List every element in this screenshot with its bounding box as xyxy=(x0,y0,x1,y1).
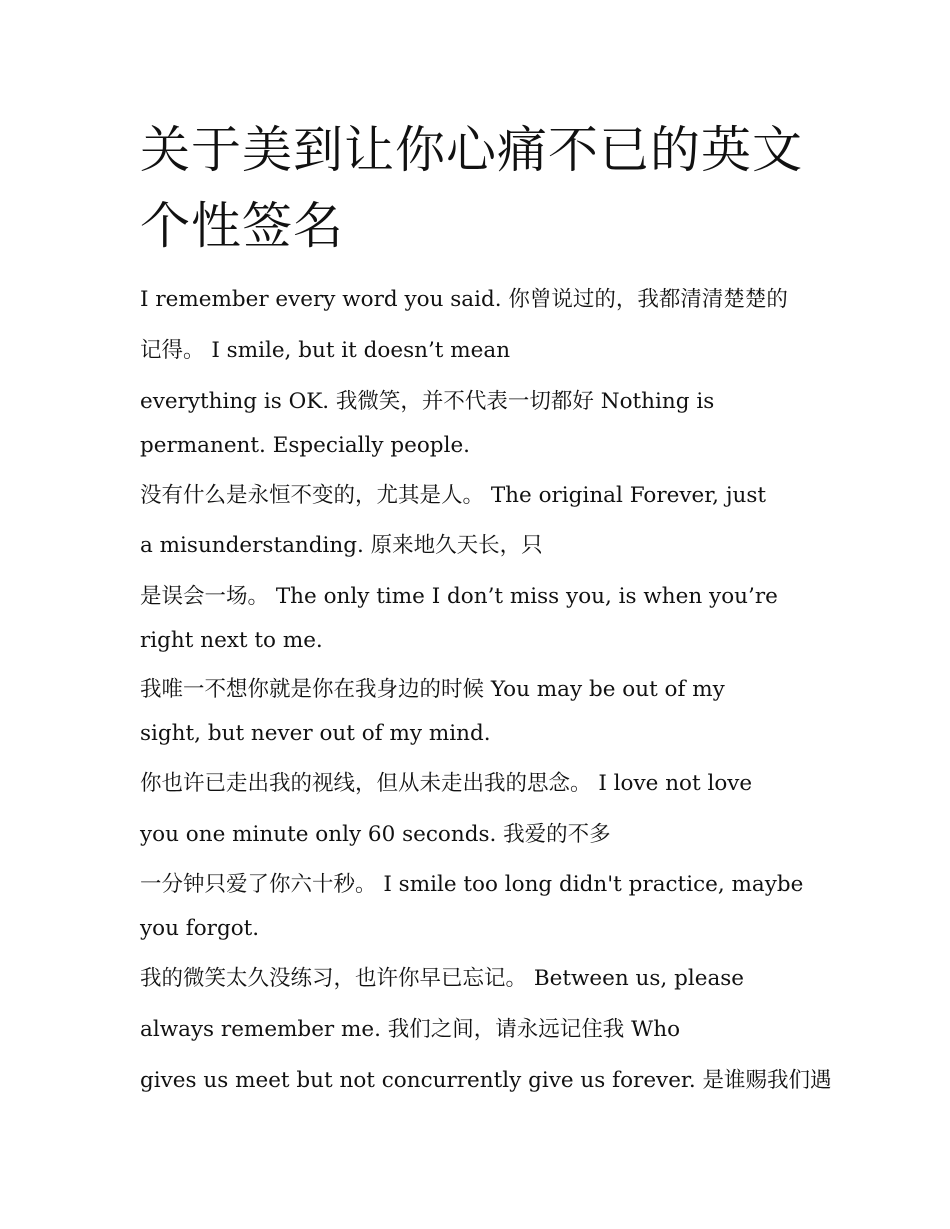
text-line-2: 记得。 I smile, but it doesn’t mean xyxy=(140,338,511,363)
text-line-10: sight, but never out of my mind. xyxy=(140,721,491,746)
text-line-1: I remember every word you said. 你曾说过的，我都清清楚楚的 xyxy=(140,287,788,312)
text-line-6: a misunderstanding. 原来地久天长，只 xyxy=(140,533,543,558)
text-line-3: everything is OK. 我微笑，并不代表一切都好 Nothing is xyxy=(140,389,715,414)
text-line-14: you forgot. xyxy=(140,916,260,941)
text-line-11: 你也许已走出我的视线，但从未走出我的思念。 I love not love xyxy=(140,771,753,796)
text-line-17: gives us meet but not concurrently give us forever. 是谁赐我们遇 xyxy=(140,1068,832,1093)
title-line-2: 个性签名 xyxy=(140,197,344,255)
document-title xyxy=(140,112,820,264)
text-line-16: always remember me. 我们之间，请永远记住我 Who xyxy=(140,1017,681,1042)
title-line-1: 关于美到让你心痛不已的英文 xyxy=(140,121,803,179)
text-line-15: 我的微笑太久没练习，也许你早已忘记。 Between us, please xyxy=(140,966,745,991)
text-line-5: 没有什么是永恒不变的，尤其是人。 The original Forever, just xyxy=(140,483,767,508)
text-line-4: permanent. Especially people. xyxy=(140,433,471,458)
text-line-12: you one minute only 60 seconds. 我爱的不多 xyxy=(140,822,611,847)
text-line-8: right next to me. xyxy=(140,628,323,653)
text-line-13: 一分钟只爱了你六十秒。 I smile too long didn't practice, maybe xyxy=(140,872,804,897)
text-line-9: 我唯一不想你就是你在我身边的时候 You may be out of my xyxy=(140,677,725,702)
text-line-7: 是误会一场。 The only time I don’t miss you, is when you’re xyxy=(140,584,778,609)
